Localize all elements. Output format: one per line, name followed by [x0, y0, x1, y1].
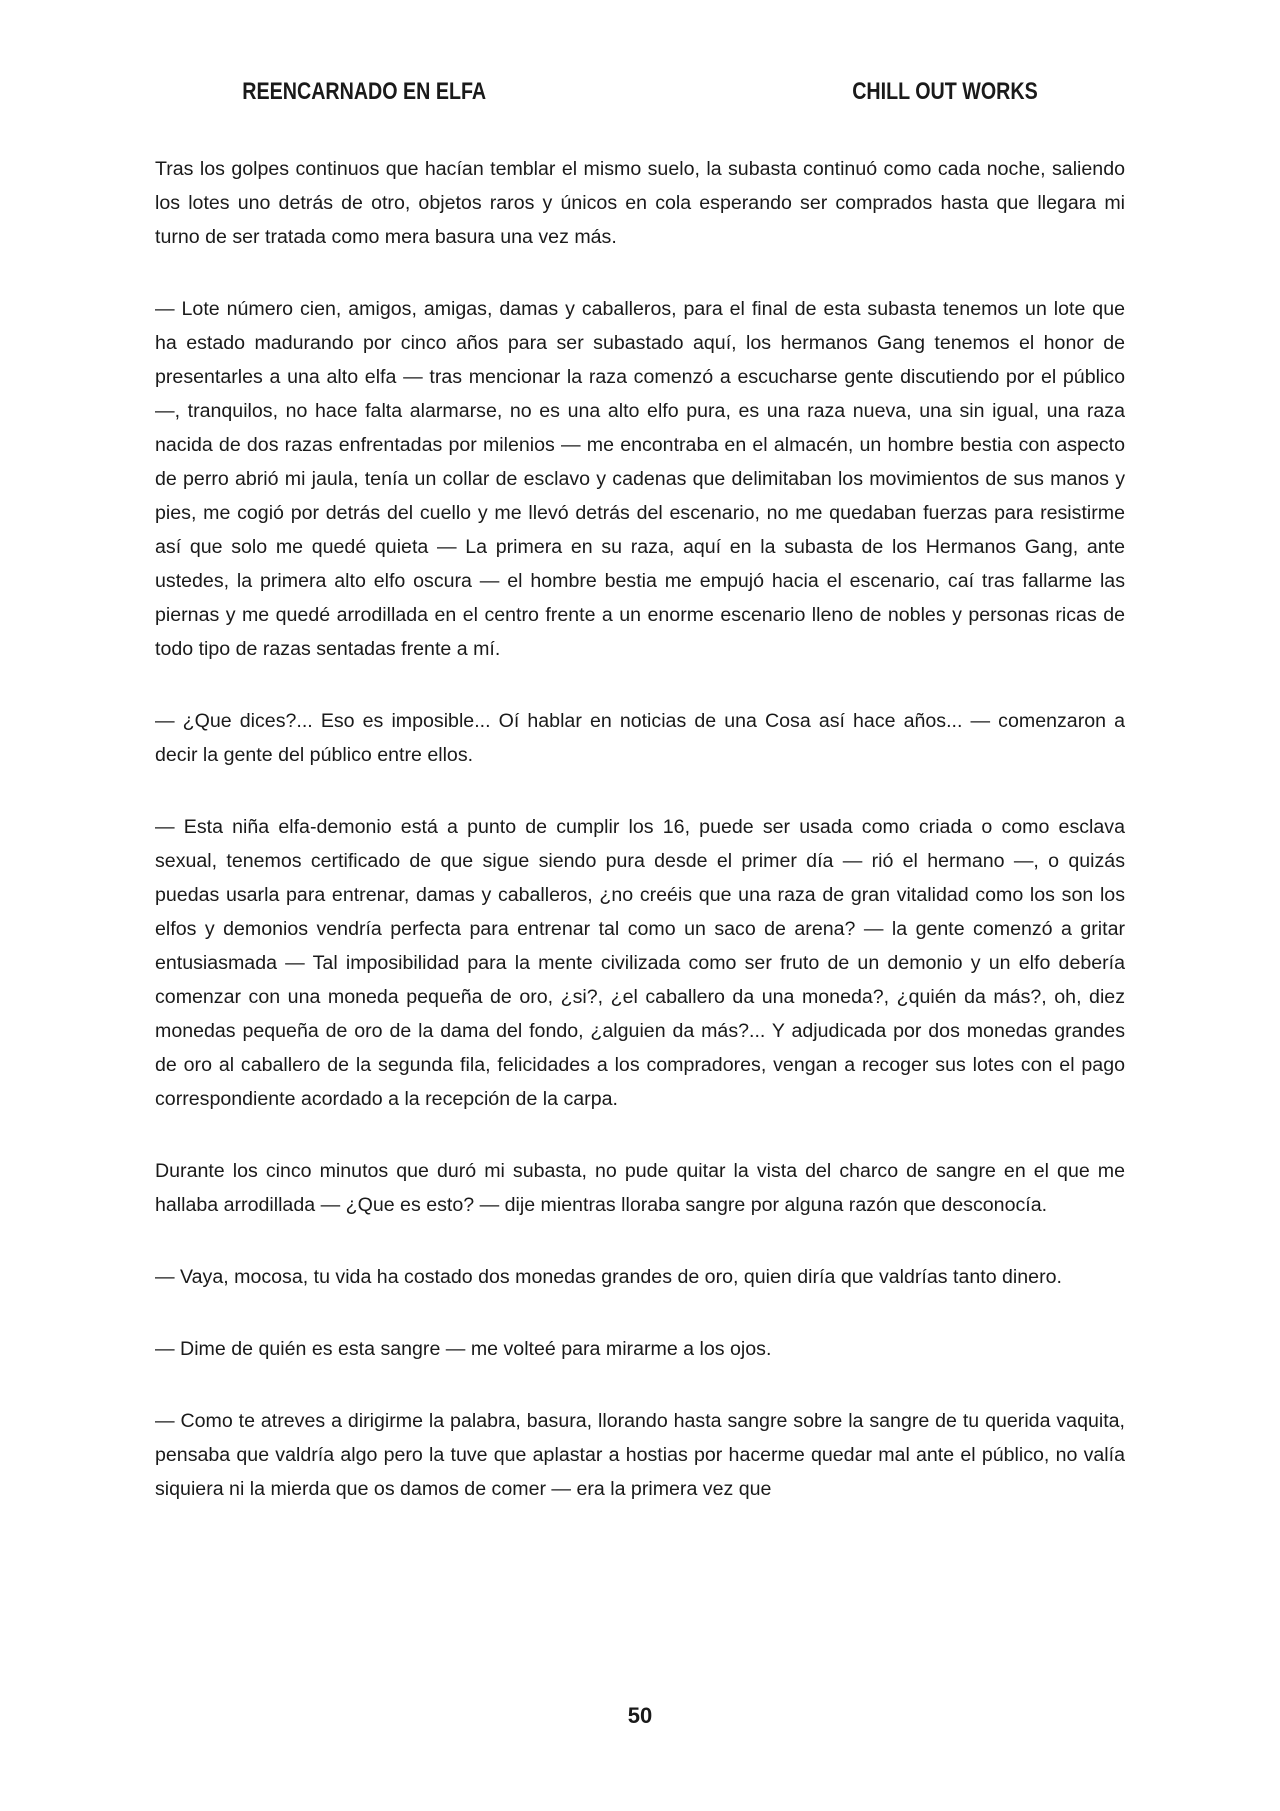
book-title: REENCARNADO EN ELFA	[242, 78, 487, 105]
page-header	[242, 72, 1037, 112]
publisher-name: CHILL OUT WORKS	[852, 78, 1038, 105]
paragraph: — Lote número cien, amigos, amigas, damas y caballeros, para el final de esta subasta tenemos un lote que ha estado madurando por cinco años para ser subastado aquí, los hermanos Gang tenemos el honor de presentarles a una alto elfa — tras mencionar la raza comenzó a escucharse gente discutiendo por el público —, tranquilos, no hace falta alarmarse, no es una alto elfo pura, es una raza nueva, una sin igual, una raza nacida de dos razas enfrentadas por milenios — me encontraba en el almacén, un hombre bestia con aspecto de perro abrió mi jaula, tenía un collar de esclavo y cadenas que delimitaban los movimientos de sus manos y pies, me cogió por detrás del cuello y me llevó detrás del escenario, no me quedaban fuerzas para resistirme así que solo me quedé quieta — La primera en su raza, aquí en la subasta de los Hermanos Gang, ante ustedes, la primera alto elfo oscura — el hombre bestia me empujó hacia el escenario, caí tras fallarme las piernas y me quedé arrodillada en el centro frente a un enorme escenario lleno de nobles y personas ricas de todo tipo de razas sentadas frente a mí.	[155, 298, 1125, 660]
paragraph: — Como te atreves a dirigirme la palabra, basura, llorando hasta sangre sobre la sangre de tu querida vaquita, pensaba que valdría algo pero la tuve que aplastar a hostias por hacerme quedar mal ante el público, no valía siquiera ni la mierda que os damos de comer — era la primera vez que	[155, 1410, 1125, 1500]
page-body	[155, 152, 1125, 1544]
paragraph: — ¿Que dices?... Eso es imposible... Oí hablar en noticias de una Cosa así hace años... — comenzaron a decir la gente del público entre ellos.	[155, 710, 1125, 766]
paragraph: — Esta niña elfa-demonio está a punto de cumplir los 16, puede ser usada como criada o como esclava sexual, tenemos certificado de que sigue siendo pura desde el primer día — rió el hermano —, o quizás puedas usarla para entrenar, damas y caballeros, ¿no creéis que una raza de gran vitalidad como los son los elfos y demonios vendría perfecta para entrenar tal como un saco de arena? — la gente comenzó a gritar entusiasmada — Tal imposibilidad para la mente civilizada como ser fruto de un demonio y un elfo debería comenzar con una moneda pequeña de oro, ¿si?, ¿el caballero da una moneda?, ¿quién da más?, oh, diez monedas pequeña de oro de la dama del fondo, ¿alguien da más?... Y adjudicada por dos monedas grandes de oro al caballero de la segunda fila, felicidades a los compradores, vengan a recoger sus lotes con el pago correspondiente acordado a la recepción de la carpa.	[155, 816, 1125, 1110]
paragraph: Tras los golpes continuos que hacían temblar el mismo suelo, la subasta continuó como cada noche, saliendo los lotes uno detrás de otro, objetos raros y únicos en cola esperando ser comprados hasta que llegara mi turno de ser tratada como mera basura una vez más.	[155, 158, 1125, 248]
paragraph: Durante los cinco minutos que duró mi subasta, no pude quitar la vista del charco de sangre en el que me hallaba arrodillada — ¿Que es esto? — dije mientras lloraba sangre por alguna razón que desconocía.	[155, 1160, 1125, 1216]
paragraph: — Dime de quién es esta sangre — me volteé para mirarme a los ojos.	[155, 1338, 772, 1360]
paragraph: — Vaya, mocosa, tu vida ha costado dos monedas grandes de oro, quien diría que valdrías tanto dinero.	[155, 1266, 1062, 1288]
page-number: 50	[627, 1703, 653, 1728]
